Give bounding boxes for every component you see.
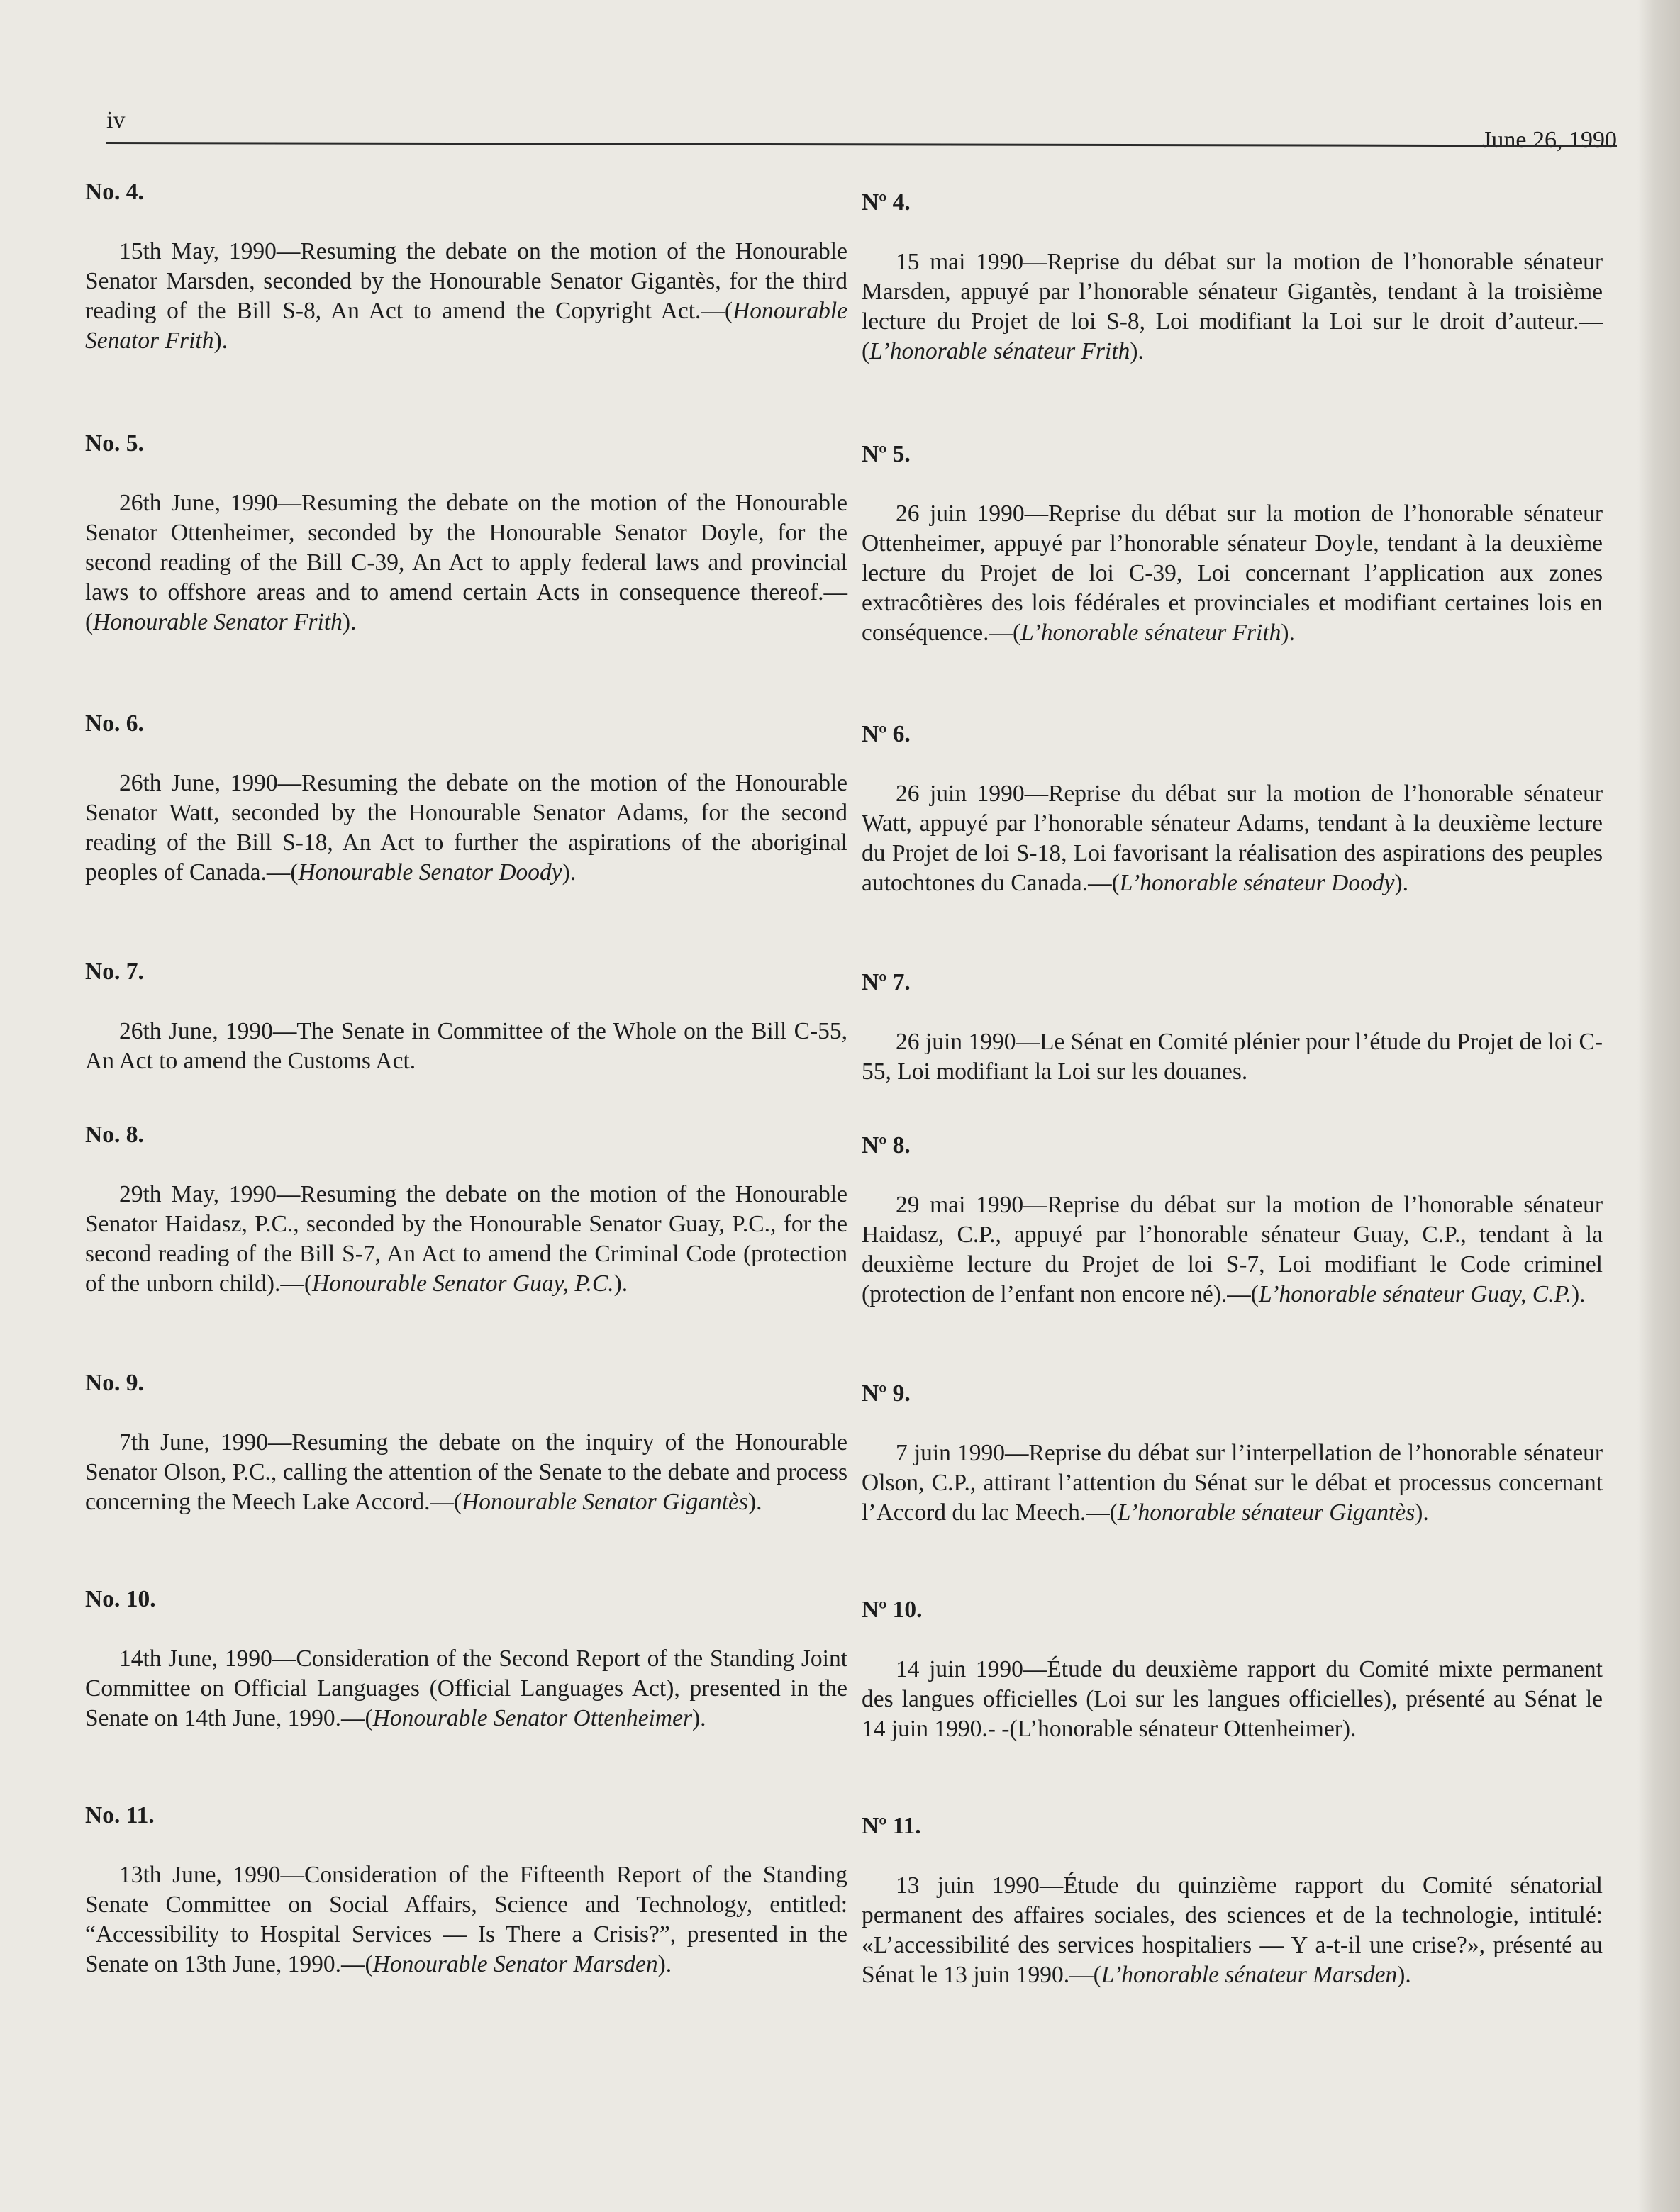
order-item xyxy=(862,188,1603,367)
page-header xyxy=(106,106,1617,163)
order-item xyxy=(85,957,847,1076)
item-text: 14 juin 1990—Étude du deuxième rapport du Comité mixte permanent des langues officielles (Loi sur les langues officielles), présenté au Sénat le 14 juin 1990.- -(L’honorable sénateur Ottenheimer). xyxy=(862,1656,1603,1742)
item-text: 13 juin 1990—Étude du quinzième rapport du Comité sénatorial permanent des affaires sociales, des sciences et de la technologie, intitulé: «L’accessibilité des services hospitaliers — Y a-t-il une crise?», présenté au Sénat le 13 juin 1990.—(L’honorable sénateur Marsden). xyxy=(862,1872,1603,1988)
sponsor: L’honorable sénateur Marsden xyxy=(1101,1962,1398,1988)
header-date: June 26, 1990 xyxy=(1482,127,1617,153)
item-number: Nº 5. xyxy=(862,441,911,467)
sponsor: Honourable Senator Gigantès xyxy=(462,1489,748,1515)
item-text: 26th June, 1990—Resuming the debate on the motion of the Honourable Senator Ottenheimer, seconded by the Honourable Senator Doyle, for the second reading of the Bill C-39, An Act to apply federal laws and provincial laws to offshore areas and to amend certain Acts in consequence thereof.—(Honourable Senator Frith). xyxy=(85,490,847,635)
item-number: No. 10. xyxy=(85,1586,156,1612)
item-text: 15th May, 1990—Resuming the debate on the motion of the Honourable Senator Marsden, seconded by the Honourable Senator Gigantès, for the third reading of the Bill S-8, An Act to amend the Copyright Act.—(Honourable Senator Frith). xyxy=(85,238,847,354)
item-number: No. 4. xyxy=(85,179,144,205)
item-number: No. 8. xyxy=(85,1122,144,1148)
order-item xyxy=(85,1585,847,1733)
item-number: Nº 10. xyxy=(862,1597,923,1623)
page-number: iv xyxy=(106,107,126,133)
item-text: 26 juin 1990—Reprise du débat sur la motion de l’honorable sénateur Ottenheimer, appuyé par l’honorable sénateur Doyle, tendant à la deuxième lecture du Projet de loi C-39, Loi concernant l’application aux zones extracôtières des lois fédérales et provinciales et modifiant certaines lois en conséquence.—(L’honorable sénateur Frith). xyxy=(862,501,1603,646)
item-number: No. 7. xyxy=(85,959,144,985)
sponsor: L’honorable sénateur Frith xyxy=(869,338,1130,364)
sponsor: Honourable Senator Frith xyxy=(93,609,343,635)
item-number: Nº 11. xyxy=(862,1813,921,1839)
order-item xyxy=(85,1801,847,1979)
item-number: Nº 7. xyxy=(862,969,911,995)
order-item xyxy=(85,1120,847,1299)
item-text: 29 mai 1990—Reprise du débat sur la motion de l’honorable sénateur Haidasz, C.P., appuyé par l’honorable sénateur Guay, C.P., tendant à la deuxième lecture du Projet de loi S-7, Loi modifiant le Code criminel (protection de l’enfant non encore né).—(L’honorable sénateur Guay, C.P.). xyxy=(862,1192,1603,1307)
sponsor: Honourable Senator Frith xyxy=(85,298,847,354)
order-item xyxy=(862,720,1603,898)
order-item xyxy=(85,709,847,888)
item-number: No. 11. xyxy=(85,1802,155,1828)
order-item xyxy=(862,440,1603,648)
item-number: Nº 9. xyxy=(862,1380,911,1407)
page-edge-shadow xyxy=(1637,0,1680,2212)
sponsor: L’honorable sénateur Guay, C.P. xyxy=(1258,1281,1572,1307)
sponsor: L’honorable sénateur Gigantès xyxy=(1117,1499,1415,1526)
order-item xyxy=(85,177,847,356)
sponsor: Honourable Senator Doody xyxy=(298,859,562,886)
item-number: No. 9. xyxy=(85,1370,144,1396)
item-number: Nº 4. xyxy=(862,189,911,216)
item-text: 7th June, 1990—Resuming the debate on the inquiry of the Honourable Senator Olson, P.C., calling the attention of the Senate to the debate and process concerning the Meech Lake Accord.—(Honourable Senator Gigantès). xyxy=(85,1429,847,1515)
item-text: 26 juin 1990—Reprise du débat sur la motion de l’honorable sénateur Watt, appuyé par l’honorable sénateur Adams, tendant à la deuxième lecture du Projet de loi S-18, Loi favorisant la réalisation des aspirations des peuples autochtones du Canada.—(L’honorable sénateur Doody). xyxy=(862,781,1603,896)
order-item xyxy=(862,1379,1603,1528)
item-text: 13th June, 1990—Consideration of the Fifteenth Report of the Standing Senate Committee on Social Affairs, Science and Technology, entitled: “Accessibility to Hospital Services — Is There a Crisis?”, presented in the Senate on 13th June, 1990.—(Honourable Senator Marsden). xyxy=(85,1862,847,1977)
item-text: 26 juin 1990—Le Sénat en Comité plénier pour l’étude du Projet de loi C-55, Loi modifiant la Loi sur les douanes. xyxy=(862,1029,1603,1085)
order-item xyxy=(85,429,847,637)
order-item xyxy=(862,1595,1603,1744)
sponsor: Honourable Senator Guay, P.C. xyxy=(312,1270,614,1297)
item-text: 14th June, 1990—Consideration of the Second Report of the Standing Joint Committee on Official Languages (Official Languages Act), presented in the Senate on 14th June, 1990.—(Honourable Senator Ottenheimer). xyxy=(85,1646,847,1731)
item-text: 26th June, 1990—Resuming the debate on the motion of the Honourable Senator Watt, seconded by the Honourable Senator Adams, for the second reading of the Bill S-18, An Act to further the aspirations of the aboriginal peoples of Canada.—(Honourable Senator Doody). xyxy=(85,770,847,886)
sponsor: L’honorable sénateur Frith xyxy=(1020,620,1281,646)
order-item xyxy=(85,1368,847,1517)
order-item xyxy=(862,1811,1603,1990)
item-text: 15 mai 1990—Reprise du débat sur la motion de l’honorable sénateur Marsden, appuyé par l’honorable sénateur Gigantès, tendant à la troisième lecture du Projet de loi S-8, Loi modifiant la Loi sur le droit d’auteur.—(L’honorable sénateur Frith). xyxy=(862,249,1603,364)
sponsor: L’honorable sénateur Doody xyxy=(1119,870,1395,896)
item-text: 26th June, 1990—The Senate in Committee of the Whole on the Bill C-55, An Act to amend the Customs Act. xyxy=(85,1018,847,1074)
sponsor: Honourable Senator Ottenheimer xyxy=(372,1705,692,1731)
item-text: 29th May, 1990—Resuming the debate on the motion of the Honourable Senator Haidasz, P.C., seconded by the Honourable Senator Guay, P.C., for the second reading of the Bill S-7, An Act to amend the Criminal Code (protection of the unborn child).—(Honourable Senator Guay, P.C.). xyxy=(85,1181,847,1297)
item-number: Nº 6. xyxy=(862,721,911,747)
order-item xyxy=(862,1131,1603,1309)
sponsor: Honourable Senator Marsden xyxy=(372,1951,658,1977)
order-item xyxy=(862,968,1603,1087)
item-number: No. 6. xyxy=(85,710,144,737)
item-number: No. 5. xyxy=(85,430,144,457)
item-text: 7 juin 1990—Reprise du débat sur l’interpellation de l’honorable sénateur Olson, C.P., attirant l’attention du Sénat sur le débat et processus concernant l’Accord du lac Meech.—(L’honorable sénateur Gigantès). xyxy=(862,1440,1603,1526)
item-number: Nº 8. xyxy=(862,1132,911,1158)
